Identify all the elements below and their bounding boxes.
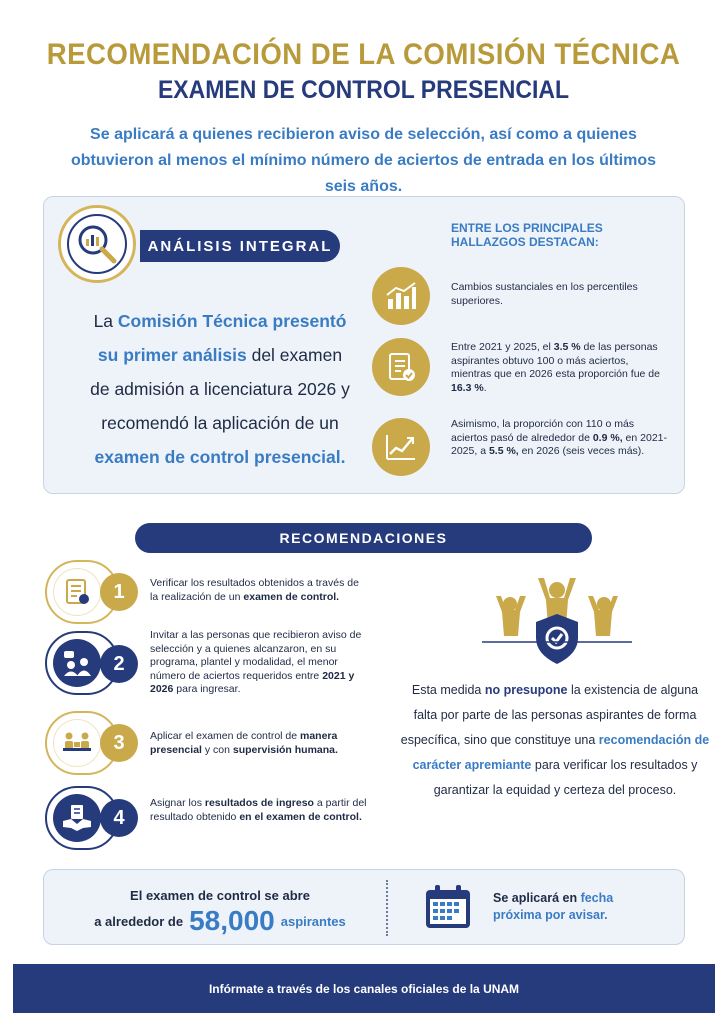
measure-text: Esta medida no presupone la existencia de alguna falta por parte de las personas aspirantes de forma específica, sino que constituye una recomendación de carácter apremiante para verificar los resultados y garantizar la equidad y certeza del proceso. — [400, 683, 710, 797]
trend-chart-icon — [372, 418, 430, 476]
bar-chart-icon — [372, 267, 430, 325]
aspirants-number: 58,000 — [189, 905, 275, 936]
people-shield-icon — [482, 576, 632, 666]
checklist-icon — [372, 338, 430, 396]
rec-4-number: 4 — [100, 799, 138, 837]
analysis-text: La Comisión Técnica presentó su primer análisis del examen de admisión a licenciatura 2026 y recomendó la aplicación de un examen de control presencial. — [90, 311, 350, 467]
findings-title: ENTRE LOS PRINCIPALES HALLAZGOS DESTACAN: — [451, 221, 603, 249]
rec-3-text: Aplicar el examen de control de manera presencial y con supervisión humana. — [150, 730, 338, 756]
analysis-magnifier-icon — [58, 205, 136, 283]
calendar-icon — [423, 884, 473, 930]
rec-4-text: Asignar los resultados de ingreso a partir del resultado obtenido en el examen de control. — [150, 797, 367, 823]
finding-1: Cambios sustanciales en los percentiles superiores. — [451, 281, 638, 307]
apply-date-text: Se aplicará en fecha próxima por avisar. — [493, 891, 614, 922]
intro-text: Se aplicará a quienes recibieron aviso de selección, así como a quienes obtuvieron al menos el mínimo número de aciertos de entrada en los últimos seis años. — [70, 126, 656, 195]
finding-2: Entre 2021 y 2025, el 3.5 % de las personas aspirantes obtuvo 100 o más aciertos, mientras que en 2026 esta proporción fue de 16.3 %. — [451, 341, 660, 394]
rec-3-number: 3 — [100, 724, 138, 762]
footer-bar: Infórmate a través de los canales oficiales de la UNAM — [13, 964, 715, 1013]
recommendations-badge: RECOMENDACIONES — [135, 523, 592, 553]
exam-left-text: El examen de control se abre a alrededor de 58,000 aspirantes — [94, 888, 346, 936]
rec-1-text: Verificar los resultados obtenidos a través de la realización de un examen de control. — [150, 577, 359, 603]
divider — [386, 880, 388, 936]
finding-3: Asimismo, la proporción con 110 o más aciertos pasó de alrededor de 0.9 %, en 2021-2025, a 5.5 %, en 2026 (seis veces más). — [451, 418, 667, 457]
page-subtitle: EXAMEN DE CONTROL PRESENCIAL — [157, 76, 570, 104]
rec-2-text: Invitar a las personas que recibieron aviso de selección y a quienes alcanzaron, en su programa, plantel y modalidad, el menor número de aciertos requeridos entre 2021 y 2026 para ingresar. — [150, 629, 362, 695]
page-title: RECOMENDACIÓN DE LA COMISIÓN TÉCNICA — [46, 38, 681, 71]
analysis-badge: ANÁLISIS INTEGRAL — [140, 230, 340, 262]
rec-2-number: 2 — [100, 645, 138, 683]
rec-1-number: 1 — [100, 573, 138, 611]
